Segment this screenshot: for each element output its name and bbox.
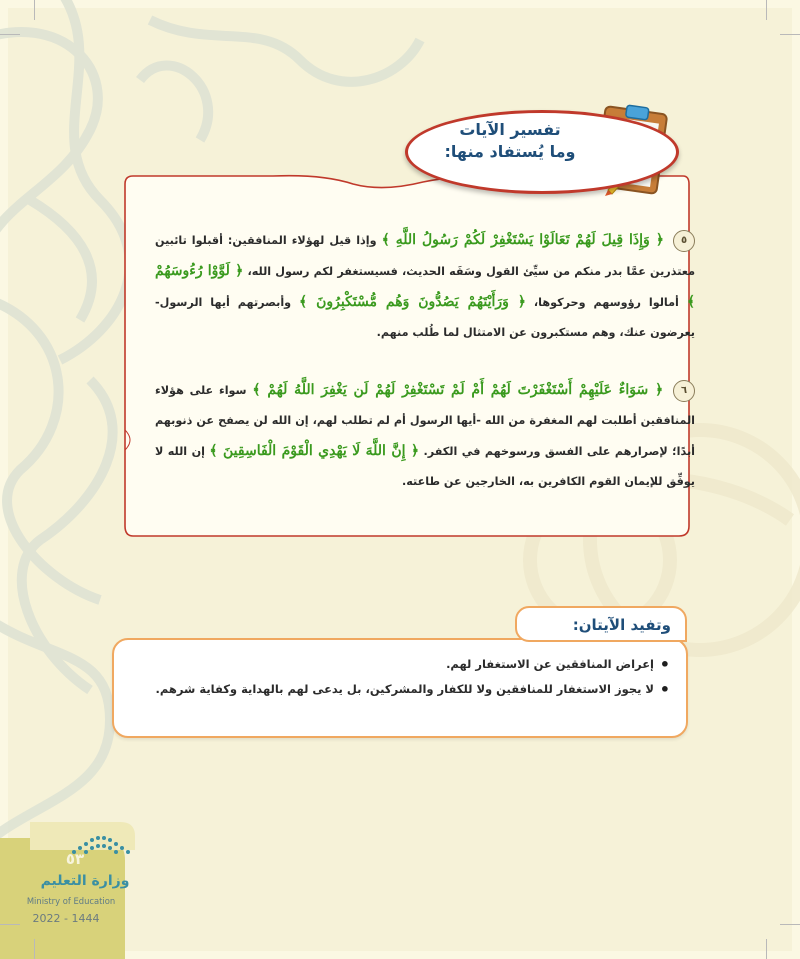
ministry-name-english: Ministry of Education <box>26 896 116 906</box>
ayah-marker-5: ٥ <box>673 230 695 252</box>
quran-text: ﴿ وَرَأَيْتَهُمْ يَصُدُّونَ وَهُم مُّسْتَكْبِرُونَ ﴾ <box>299 294 526 310</box>
quran-text: ﴿ وَإِذَا قِيلَ لَهُمْ تَعَالَوْا يَسْتَغْفِرْ لَكُمْ رَسُولُ اللَّهِ ﴾ <box>381 232 664 248</box>
crop-mark <box>34 0 35 20</box>
tafsir-text: وأبصرتهم أيها الرسول- يعرضون عنك، وهم مستكبرون عن الامتثال لما طُلب منهم. <box>155 296 695 339</box>
section-title <box>425 119 595 163</box>
crop-mark <box>780 34 800 35</box>
benefits-list <box>125 652 670 702</box>
crop-mark <box>766 0 767 20</box>
verse-6-tafsir <box>155 375 695 497</box>
academic-year: 2022 - 1444 <box>32 912 100 925</box>
crop-mark <box>0 34 20 35</box>
verse-5-tafsir <box>155 225 695 348</box>
section-title-line1: تفسير الآيات <box>459 120 561 139</box>
benefits-heading: وتفيد الآيتان: <box>515 606 687 642</box>
crop-mark <box>780 924 800 925</box>
list-item: • إعراض المنافقين عن الاستغفار لهم. <box>125 652 670 677</box>
tafsir-text: سواء على هؤلاء المنافقين أطلبت لهم المغفرة من الله -أيها الرسول أم لم تطلب لهم، إن الله لن يصفح عن ذنوبهم أبدًا؛ لإصرارهم على الفسق ورسوخهم في الكفر. <box>155 384 695 458</box>
tafsir-text: وإذا قيل لهؤلاء المنافقين: أقبلوا تائبين معتذرين عمَّا بدر منكم من سيِّئ القول وسَفَه الحديث، فسيستغفر لكم رسول الله، <box>155 234 695 278</box>
section-title-line2: وما يُستفاد منها: <box>444 142 576 161</box>
quran-text: ﴿ سَوَاءٌ عَلَيْهِمْ أَسْتَغْفَرْتَ لَهُمْ أَمْ لَمْ تَسْتَغْفِرْ لَهُمْ لَن يَغْفِرَ اللَّهُ لَهُمْ ﴾ <box>252 382 664 398</box>
ayah-marker-6: ٦ <box>673 380 695 402</box>
tafsir-text: أمالوا رؤوسهم وحركوها، <box>525 296 687 309</box>
ministry-name-arabic: وزارة التعليم <box>40 873 130 889</box>
crop-mark <box>34 939 35 959</box>
tafsir-text: إن الله لا يوفِّق للإيمان القوم الكافرين به، الخارجين عن طاعته. <box>155 445 695 488</box>
page-number: ٥٣ <box>65 850 85 868</box>
quran-text: ﴿ لَوَّوْا رُءُوسَهُمْ ﴾ <box>155 263 696 310</box>
crop-mark <box>766 939 767 959</box>
quran-text: ﴿ إِنَّ اللَّهَ لَا يَهْدِي الْقَوْمَ الْفَاسِقِينَ ﴾ <box>209 443 420 459</box>
list-item: • لا يجوز الاستغفار للمنافقين ولا للكفار والمشركين، بل يدعى لهم بالهداية وكفاية شرهم. <box>125 677 670 702</box>
